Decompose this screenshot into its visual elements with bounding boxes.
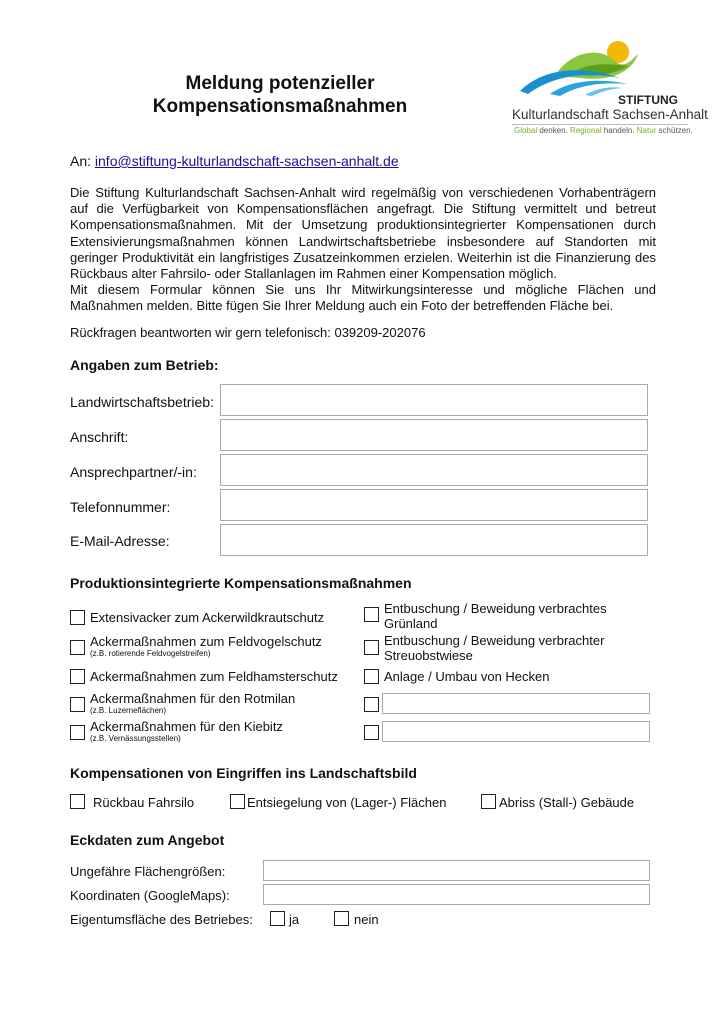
logo-tagline (514, 126, 693, 135)
tag-handeln: handeln. (601, 126, 637, 135)
title-line-1: Meldung potenzieller (185, 73, 375, 94)
other-measure-field-1[interactable] (382, 693, 650, 714)
telefonnummer-field[interactable] (220, 489, 648, 521)
label-anschrift: Anschrift: (70, 429, 129, 445)
checkbox-other-2[interactable] (364, 725, 379, 740)
label-feldvogelschutz (90, 634, 322, 659)
rotmilan-sub: (z.B. Luzerneflächen) (90, 706, 167, 715)
label-entsiegelung: Entsiegelung von (Lager-) Flächen (247, 795, 447, 810)
label-gruenland: Entbuschung / Beweidung verbrachtes Grünland (384, 601, 607, 631)
flaechengroessen-field[interactable] (263, 860, 650, 881)
tag-schuetzen: schützen. (656, 126, 693, 135)
checkbox-gruenland[interactable] (364, 607, 379, 622)
label-feldhamsterschutz: Ackermaßnahmen zum Feldhamsterschutz (90, 669, 338, 684)
rotmilan-text: Ackermaßnahmen für den Rotmilan (90, 691, 296, 706)
label-eigentumsflaeche: Eigentumsfläche des Betriebes: (70, 912, 253, 927)
checkbox-streuobstwiese[interactable] (364, 640, 379, 655)
checkbox-entsiegelung[interactable] (230, 794, 245, 809)
intro-paragraph-2: Mit diesem Formular können Sie uns Ihr Mitwirkungsinteresse und mögliche Flächen und Maßnahmen melden. Bitte fügen Sie Ihrer Meldung auch ein Foto der betreffenden Fläche bei. (70, 282, 656, 314)
landwirtschaftsbetrieb-field[interactable] (220, 384, 648, 416)
checkbox-eigentum-nein[interactable] (334, 911, 349, 926)
label-kiebitz (90, 719, 283, 744)
checkbox-rueckbau-fahrsilo[interactable] (70, 794, 85, 809)
label-telefonnummer: Telefonnummer: (70, 499, 171, 515)
checkbox-hecken[interactable] (364, 669, 379, 684)
recipient-label: An: (70, 153, 95, 169)
page-title (110, 72, 450, 118)
label-streuobstwiese: Entbuschung / Beweidung verbrachter Streuobstwiese (384, 633, 605, 663)
label-ansprechpartner: Ansprechpartner/-in: (70, 464, 197, 480)
label-rueckbau-fahrsilo: Rückbau Fahrsilo (93, 795, 195, 810)
section-heading-betrieb: Angaben zum Betrieb: (70, 357, 219, 373)
feldvogelschutz-sub: (z.B. rotierende Feldvogelstreifen) (90, 649, 211, 658)
checkbox-rotmilan[interactable] (70, 697, 85, 712)
contact-info: Rückfragen beantworten wir gern telefonisch: 039209-202076 (70, 325, 426, 340)
other-measure-field-2[interactable] (382, 721, 650, 742)
checkbox-feldvogelschutz[interactable] (70, 640, 85, 655)
logo-name: Kulturlandschaft Sachsen-Anhalt (512, 107, 708, 122)
checkbox-other-1[interactable] (364, 697, 379, 712)
kiebitz-text: Ackermaßnahmen für den Kiebitz (90, 719, 283, 734)
foundation-logo (510, 36, 708, 135)
tag-global: Global (514, 126, 538, 135)
ansprechpartner-field[interactable] (220, 454, 648, 486)
landscape-logo-icon (510, 36, 690, 96)
checkbox-extensivacker[interactable] (70, 610, 85, 625)
label-landwirtschaftsbetrieb: Landwirtschaftsbetrieb: (70, 394, 214, 410)
recipient-email-link[interactable]: info@stiftung-kulturlandschaft-sachsen-anhalt.de (94, 153, 399, 169)
recipient (70, 153, 399, 169)
feldvogelschutz-text: Ackermaßnahmen zum Feldvogelschutz (90, 634, 322, 649)
tag-regional: Regional (570, 126, 602, 135)
title-line-2: Kompensationsmaßnahmen (152, 96, 408, 117)
label-koordinaten: Koordinaten (GoogleMaps): (70, 888, 230, 903)
tag-denken: denken. (537, 126, 571, 135)
intro-paragraph-1: Die Stiftung Kulturlandschaft Sachsen-Anhalt wird regelmäßig von verschiedenen Vorhabenträgern auf die Verfügbarkeit von Kompensationsflächen angefragt. Die Stiftung vermittelt und betreut Kompensationsmaßnahmen. Mit der Umsetzung produktionsintegrierter Kompensationen durch Extensivierungsmaßnahmen können Landwirtschaftsbetriebe insbesondere auf Standorten mit geringer Produktivität ein langfristiges Zusatzeinkommen erzielen. Weiterhin ist die Finanzierung des Rückbaus alter Fahrsilo- oder Stallanlagen im Rahmen einer Kompensation möglich. (70, 185, 656, 282)
label-flaechengroessen: Ungefähre Flächengrößen: (70, 864, 226, 879)
checkbox-abriss[interactable] (481, 794, 496, 809)
checkbox-kiebitz[interactable] (70, 725, 85, 740)
anschrift-field[interactable] (220, 419, 648, 451)
checkbox-feldhamsterschutz[interactable] (70, 669, 85, 684)
intro-text (70, 185, 656, 315)
section-heading-eckdaten: Eckdaten zum Angebot (70, 832, 225, 848)
label-rotmilan (90, 691, 295, 716)
section-heading-landschaftsbild: Kompensationen von Eingriffen ins Landschaftsbild (70, 765, 417, 781)
label-email: E-Mail-Adresse: (70, 533, 170, 549)
label-nein: nein (354, 912, 379, 927)
label-extensivacker: Extensivacker zum Ackerwildkrautschutz (90, 610, 325, 625)
label-abriss: Abriss (Stall-) Gebäude (499, 795, 635, 810)
logo-stiftung: STIFTUNG (618, 93, 678, 107)
label-ja: ja (289, 912, 300, 927)
section-heading-pik: Produktionsintegrierte Kompensationsmaßnahmen (70, 575, 412, 591)
kiebitz-sub: (z.B. Vernässungsstellen) (90, 734, 181, 743)
logo-divider (512, 124, 688, 125)
koordinaten-field[interactable] (263, 884, 650, 905)
tag-natur: Natur (636, 126, 657, 135)
label-hecken: Anlage / Umbau von Hecken (384, 669, 550, 684)
email-field[interactable] (220, 524, 648, 556)
checkbox-eigentum-ja[interactable] (270, 911, 285, 926)
